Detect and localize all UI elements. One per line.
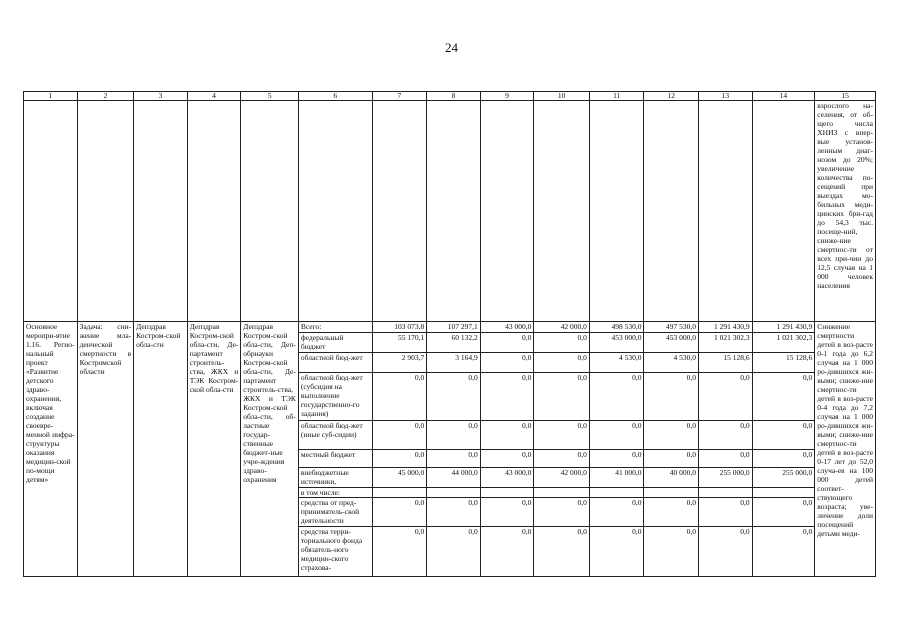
value-cell: 3 164,9 [427, 353, 481, 373]
value-cell: 1 021 302,3 [752, 333, 815, 353]
col-header: 14 [752, 92, 815, 101]
coexecutors-cell: Депздрав Костром-ской обла-сти, Де-партамент строитель-ства, ЖКХ и ТЭК Костром-ской обла-сти [187, 322, 241, 577]
value-cell: 453 000,0 [644, 333, 699, 353]
value-cell [480, 488, 534, 498]
col-header: 2 [77, 92, 134, 101]
source-label: в том числе: [298, 488, 372, 498]
col-header: 5 [241, 92, 299, 101]
continued-result-text: взрослого на-селения, от об-щего числа ХНИЗ с впер-вые установ-ленным диаг-нозом до 20%; увеличение количества по-сещений при выездах мо-бильных меди-цинских бри-гад до 54,3 тыс. посеще-ний, сниже-ние смертнос-ти от всех при-чин до 12,5 случая на 1 000 человек населения [815, 101, 876, 322]
value-cell: 0,0 [589, 450, 644, 468]
value-cell: 0,0 [644, 373, 699, 421]
value-cell: 1 291 430,9 [699, 322, 753, 333]
value-cell: 0,0 [480, 498, 534, 527]
participants-cell: Депздрав Костром-ской обла-сти, Деп-обрнауки Костром-ской обла-сти, Де-партамент строитель-ства, ЖКХ и ТЭК Костром-ской обла-сти, об-ластные государ-ственные бюджет-ные учре-ждения здраво-охранения [241, 322, 299, 577]
value-cell: 0,0 [372, 373, 427, 421]
value-cell: 0,0 [752, 498, 815, 527]
value-cell: 0,0 [699, 421, 753, 450]
value-cell: 255 000,0 [752, 468, 815, 488]
value-cell: 0,0 [534, 498, 590, 527]
budget-table [23, 91, 876, 577]
value-cell: 0,0 [427, 498, 481, 527]
value-cell: 0,0 [644, 421, 699, 450]
value-cell: 255 000,0 [699, 468, 753, 488]
value-cell: 0,0 [427, 450, 481, 468]
value-cell: 0,0 [699, 527, 753, 577]
value-cell: 55 170,1 [372, 333, 427, 353]
value-cell: 42 000,0 [534, 322, 590, 333]
value-cell [752, 488, 815, 498]
value-cell: 453 000,0 [589, 333, 644, 353]
value-cell: 41 000,0 [589, 468, 644, 488]
value-cell: 4 530,0 [644, 353, 699, 373]
value-cell: 0,0 [699, 450, 753, 468]
col-header: 1 [24, 92, 78, 101]
value-cell: 0,0 [589, 421, 644, 450]
value-cell [589, 488, 644, 498]
value-cell: 0,0 [427, 373, 481, 421]
value-cell: 0,0 [480, 421, 534, 450]
value-cell: 103 073,8 [372, 322, 427, 333]
value-cell: 15 128,6 [699, 353, 753, 373]
page-number: 24 [445, 40, 458, 55]
value-cell: 0,0 [752, 373, 815, 421]
value-cell: 0,0 [480, 373, 534, 421]
value-cell: 0,0 [644, 498, 699, 527]
col-header: 13 [699, 92, 753, 101]
source-label: средства от пред-приниматель-ской деятельности [298, 498, 372, 527]
value-cell: 0,0 [644, 527, 699, 577]
value-cell: 0,0 [534, 450, 590, 468]
source-label: Всего: [298, 322, 372, 333]
source-row [24, 322, 876, 333]
value-cell: 2 903,7 [372, 353, 427, 373]
col-header: 4 [187, 92, 241, 101]
continued-row [24, 101, 876, 322]
value-cell: 497 530,0 [644, 322, 699, 333]
value-cell [534, 488, 590, 498]
value-cell: 4 530,0 [589, 353, 644, 373]
col-header: 6 [298, 92, 372, 101]
value-cell: 15 128,6 [752, 353, 815, 373]
value-cell: 45 000,0 [372, 468, 427, 488]
value-cell: 0,0 [480, 450, 534, 468]
value-cell: 0,0 [589, 373, 644, 421]
value-cell: 0,0 [372, 450, 427, 468]
col-header: 7 [372, 92, 427, 101]
value-cell: 0,0 [699, 373, 753, 421]
value-cell: 0,0 [589, 527, 644, 577]
value-cell: 60 132,2 [427, 333, 481, 353]
task-cell: Задача: сни-жение мла-денческой смертности в Костромской области [77, 322, 134, 577]
value-cell: 0,0 [644, 450, 699, 468]
source-label: областной бюд-жет [298, 353, 372, 373]
value-cell: 40 000,0 [644, 468, 699, 488]
value-cell: 0,0 [752, 450, 815, 468]
value-cell: 0,0 [427, 421, 481, 450]
value-cell: 498 530,0 [589, 322, 644, 333]
value-cell: 0,0 [699, 498, 753, 527]
value-cell: 0,0 [589, 498, 644, 527]
expected-result-cell: Снижение смертности детей в воз-расте 0-1 года до 6,2 случая на 1 000 ро-дившихся жи-выми; сниже-ние смертнос-ти детей в воз-расте 0-4 года до 7,2 случая на 1 000 ро-дившихся жи-выми; сниже-ние смертнос-ти детей в воз-расте 0-17 лет до 52,0 случа-ев на 100 000 детей соответ-ствующего возраста; уве-личение доли посещений детьми меди- [815, 322, 876, 577]
value-cell [372, 488, 427, 498]
column-number-row [24, 92, 876, 101]
value-cell: 0,0 [534, 421, 590, 450]
source-label: областной бюд-жет (субсидия на выполнение государственно-го задания) [298, 373, 372, 421]
source-label: федеральный бюджет [298, 333, 372, 353]
value-cell: 0,0 [534, 353, 590, 373]
col-header: 15 [815, 92, 876, 101]
value-cell: 0,0 [372, 498, 427, 527]
source-label: областной бюд-жет (иные суб-сидии) [298, 421, 372, 450]
value-cell: 1 291 430,9 [752, 322, 815, 333]
value-cell: 44 000,0 [427, 468, 481, 488]
value-cell: 1 021 302,3 [699, 333, 753, 353]
source-label: местный бюджет [298, 450, 372, 468]
value-cell: 0,0 [752, 421, 815, 450]
value-cell: 0,0 [534, 527, 590, 577]
value-cell: 42 000,0 [534, 468, 590, 488]
value-cell: 0,0 [534, 333, 590, 353]
value-cell [427, 488, 481, 498]
col-header: 11 [589, 92, 644, 101]
value-cell: 0,0 [480, 527, 534, 577]
source-label: средства терри-ториального фонда обязатель-ного медицин-ского страхова- [298, 527, 372, 577]
responsible-cell: Депздрав Костром-ской обла-сти [134, 322, 188, 577]
value-cell: 0,0 [372, 527, 427, 577]
value-cell: 43 000,0 [480, 322, 534, 333]
measure-name-cell: Основное меропри-ятие 1.16. Регио-нальный проект «Развитие детского здраво-охранения, включая создание своевре-менной инфра-структуры оказания медицин-ской по-мощи детям» [24, 322, 78, 577]
value-cell [699, 488, 753, 498]
value-cell: 0,0 [752, 527, 815, 577]
col-header: 8 [427, 92, 481, 101]
col-header: 3 [134, 92, 188, 101]
value-cell: 0,0 [480, 353, 534, 373]
col-header: 10 [534, 92, 590, 101]
value-cell [644, 488, 699, 498]
value-cell: 0,0 [534, 373, 590, 421]
source-label: внебюджетные источники, [298, 468, 372, 488]
col-header: 9 [480, 92, 534, 101]
value-cell: 43 000,0 [480, 468, 534, 488]
value-cell: 0,0 [480, 333, 534, 353]
value-cell: 0,0 [372, 421, 427, 450]
col-header: 12 [644, 92, 699, 101]
value-cell: 0,0 [427, 527, 481, 577]
value-cell: 107 297,1 [427, 322, 481, 333]
